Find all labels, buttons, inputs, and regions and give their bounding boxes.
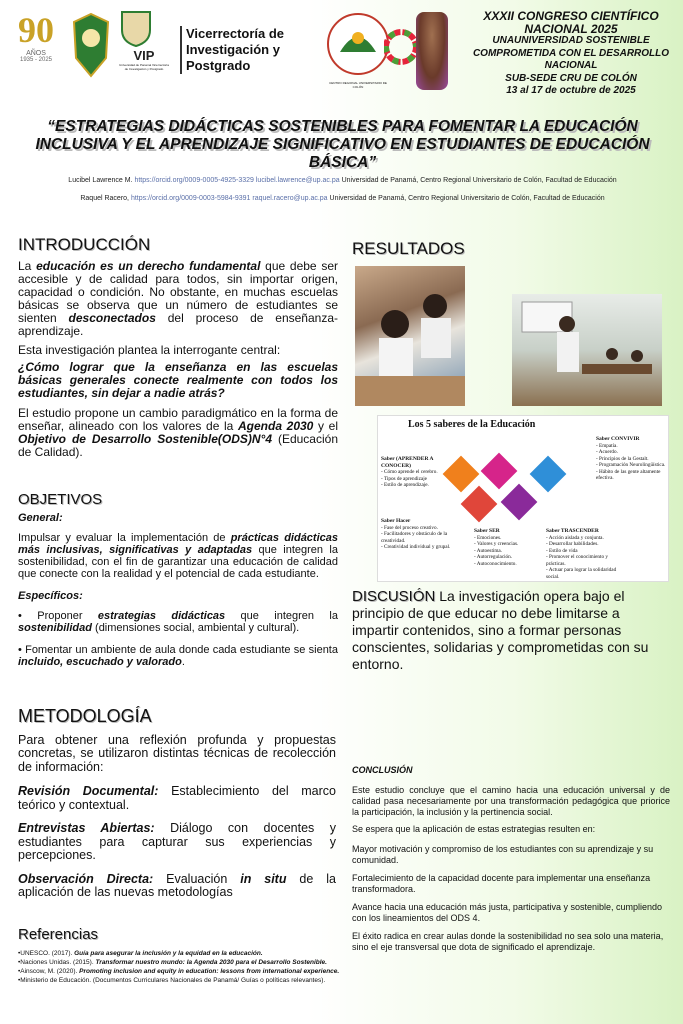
saber-trascender-head: Saber TRASCENDER: [546, 528, 599, 534]
saber-convivir-item: - Hábito de las gente altamente efectiva.: [596, 468, 661, 481]
logo-row: [8, 8, 448, 88]
intro-heading: INTRODUCCIÓN: [18, 235, 151, 254]
ref1-b: Guía para asegurar la inclusión y la equidad en la educación.: [74, 950, 263, 957]
reference-item: •Ministerio de Educación. (Documentos Curriculares Nacionales de Panamá/ Guías o políticas relevantes).: [18, 977, 326, 984]
objetivo-general: [18, 532, 338, 580]
resultados-heading: RESULTADOS: [352, 239, 465, 258]
institution-name: Vicerrectoría de Investigación y Postgrado: [180, 26, 326, 74]
reference-item: •Ainscow, M. (2020). Promoting inclusion and equity in education: lessons from international experience.: [18, 968, 340, 975]
crucolon-seal-icon: [326, 12, 390, 76]
saber-trascender-item: - Desarrollar habilidades.: [546, 541, 599, 547]
conclusion-p6: El éxito radica en crear aulas donde la sostenibilidad no sea solo una materia, sino el eje transversal que dota de significado el aprendizaje.: [352, 931, 664, 952]
conclusion-p3: Mayor motivación y compromiso de los estudiantes con su aprendizaje y su comunidad.: [352, 844, 654, 865]
obj-e2-c: .: [181, 656, 185, 668]
obj-e2-b: incluido, escuchado y valorado: [18, 656, 182, 668]
anniversary-number: 90: [18, 10, 54, 50]
crucolon-seal-text: CENTRO REGIONAL UNIVERSITARIO DE COLÓN: [329, 81, 387, 89]
saber-trascender-item: - Actuar para lograr la solidaridad social.: [546, 567, 617, 580]
metodo-revision: [18, 785, 336, 812]
author1-affiliation: Universidad de Panamá, Centro Regional Universitario de Colón, Facultad de Educación: [341, 177, 617, 184]
classroom-photo-2: [512, 294, 662, 406]
intro-p1-d: desconectados: [68, 311, 156, 325]
conclusion-p4: Fortalecimiento de la capacidad docente para implementar una enseñanza transformadora.: [352, 873, 651, 894]
objetivo-especifico-2: • Fomentar un ambiente de aula donde cada estudiante se sienta incluido, escuchado y valorado.: [18, 644, 338, 668]
discusion-section: [352, 588, 670, 673]
university-seal-icon: [70, 12, 112, 78]
reference-item: •Naciones Unidas. (2015). Transformar nuestro mundo: la Agenda 2030 para el Desarrollo Sostenible.: [18, 959, 327, 966]
intro-p4-a: El estudio propone un cambio paradigmático en la forma de enseñar, alineado con los valores de la: [18, 406, 338, 433]
congress-line5: NACIONAL: [544, 60, 598, 71]
saber-trascender-item: - Promover el conocimiento y prácticas.: [546, 554, 608, 567]
saber-aprender-item: - Tipos de aprendizaje: [381, 475, 427, 482]
author2-name: Raquel Racero,: [80, 195, 129, 202]
intro-p4-e: (Educación de Calidad).: [18, 432, 338, 459]
author1-name: Lucibel Lawrence M.: [68, 177, 133, 184]
general-label: General:: [18, 512, 63, 524]
diamond-red: [461, 486, 498, 523]
obj-e1-e: (dimensiones social, ambiental y cultural).: [91, 622, 300, 634]
vip-label: VIP: [133, 48, 155, 63]
metodo-entrevistas-text: Diálogo con docentes y estudiantes para capturar sus experiencias y percepciones.: [18, 821, 336, 862]
intro-p1-a: La: [18, 259, 37, 273]
intro-p2: Esta investigación plantea la interrogante central:: [18, 343, 281, 357]
conclusion-p5: Avance hacia una educación más justa, participativa y sostenible, cumpliendo con los lineamientos del ODS 4.: [352, 902, 663, 923]
saber-convivir-item: - Programación Neurolingüística.: [596, 462, 666, 468]
conclusion-p2: Se espera que la aplicación de estas estrategias resulten en:: [352, 824, 596, 834]
conclusion-section: [352, 765, 670, 953]
saberes-title: Los 5 saberes de la Educación: [408, 419, 536, 430]
author2-link[interactable]: https://orcid.org/0009-0003-5984-9391 raquel.racero@up.ac.pa: [130, 195, 328, 202]
saber-ser: [474, 528, 544, 567]
diamond-pink: [481, 453, 518, 490]
diamond-purple: [501, 484, 538, 521]
intro-p4-b: Agenda 2030: [238, 419, 314, 433]
authors: [20, 176, 665, 204]
intro-p4-d: Objetivo de Desarrollo Sostenible(ODS)N°4: [18, 432, 273, 446]
saber-ser-item: - Valores y creencias.: [474, 541, 519, 547]
metodo-revision-label: Revisión Documental:: [18, 784, 159, 798]
intro-p4: [18, 407, 338, 459]
classroom-photo-1: [355, 266, 465, 406]
conclusion-p1: Este estudio concluye que el camino hacia una educación universal y de calidad pasa necesariamente por una transformación pedagógica que priorice la participación, la inclusión y la pertinencia social.: [352, 785, 670, 817]
saber-convivir: [596, 436, 666, 482]
saber-convivir-item: - Principios de la Gestalt.: [596, 455, 649, 462]
obj-e1-b: estrategias didácticas: [97, 610, 226, 622]
saber-ser-item: - Autoconocimiento.: [474, 560, 517, 567]
congress-line2: NACIONAL 2025: [524, 21, 618, 36]
saber-hacer-item: - Facilitadores y obstáculo de la creatividad.: [381, 531, 448, 544]
saber-aprender: [381, 456, 451, 489]
referencias-section: [18, 928, 348, 985]
congress-line7: 13 al 17 de octubre de 2025: [506, 85, 636, 96]
congress-line3: UNAUNIVERSIDAD SOSTENIBLE: [492, 35, 650, 46]
poster-title: “ESTRATEGIAS DIDÁCTICAS SOSTENIBLES PARA FOMENTAR LA EDUCACIÓN INCLUSIVA Y EL APRENDIZAJE SIGNIFICATIVO EN ESTUDIANTES DE EDUCACIÓN BÁSICA”: [35, 118, 650, 171]
crucolon-seal: [326, 12, 390, 89]
obj-e1-c: que integren la: [225, 610, 338, 622]
metodo-observacion-b: in situ: [240, 871, 287, 886]
congress-line4: COMPROMETIDA CON EL DESARROLLO: [472, 47, 670, 59]
intro-p1-b: educación es un derecho fundamental: [36, 259, 261, 273]
saber-ser-item: - Emociones.: [474, 534, 502, 541]
saber-aprender-item: - Cómo aprende el cerebro.: [381, 469, 438, 475]
objetivo-general-c: que integren la sostenibilidad, con el fin de garantizar una educación de calidad que conecte con la realidad y el potencial de cada estudiante.: [18, 544, 338, 580]
metodo-observacion: [18, 873, 336, 900]
metodo-revision-text: Establecimiento del marco teórico y contextual.: [18, 784, 336, 812]
anniversary-years: 1935 - 2025: [19, 57, 53, 63]
metodo-entrevistas-label: Entrevistas Abiertas:: [18, 821, 155, 835]
discusion-text: La investigación opera bajo el principio de que educar no debe limitarse a impartir contenidos, sino a formar personas conscientes, solidarias y comprometidas con su entorno.: [352, 588, 649, 672]
metodo-entrevistas: [18, 822, 336, 863]
saber-hacer-item: - Fase del proceso creativo.: [381, 524, 438, 531]
metodologia-heading: METODOLOGÍA: [18, 706, 152, 726]
congress-line1: XXXII CONGRESO CIENTÍFICO: [483, 9, 659, 23]
objetivo-general-a: Impulsar y evaluar la implementación de: [18, 532, 231, 544]
intro-p1-e: del proceso de enseñanza-aprendizaje.: [18, 311, 338, 338]
intro-section: [18, 235, 339, 459]
saber-convivir-item: - Acuerdo.: [596, 449, 618, 455]
saber-ser-head: Saber SER: [474, 528, 500, 534]
metodo-observacion-label: Observación Directa:: [18, 871, 154, 886]
intro-p1: [18, 260, 338, 338]
obj-e2-a: Fomentar un ambiente de aula donde cada estudiante se sienta: [25, 644, 338, 656]
ref2-a: Naciones Unidas. (2015).: [20, 959, 96, 966]
anniversary-logo: [8, 10, 64, 82]
referencias-heading: Referencias: [18, 926, 99, 943]
discusion-heading: DISCUSIÓN: [352, 588, 436, 605]
saber-trascender-item: - Acción aislada y conjunta.: [546, 534, 604, 541]
intro-p4-c: y el: [313, 419, 338, 433]
classroom-photo-icon: [512, 294, 662, 406]
metodologia-section: [18, 706, 336, 900]
intro-question: ¿Cómo lograr que la enseñanza en las escuelas básicas generales conecte realmente con todos los estudiantes, sin dejar a nadie atrás?: [18, 360, 338, 400]
objetivos-heading: OBJETIVOS: [18, 491, 103, 508]
ref3-b: Promoting inclusion and equity in education: lessons from international experience.: [79, 968, 340, 975]
presenter-portrait: [416, 12, 448, 90]
metodo-observacion-a: Evaluación: [153, 871, 241, 886]
saber-aprender-item: - Estilo de aprendizaje.: [381, 482, 429, 488]
saber-hacer-item: - Creatividad individual y grupal.: [381, 544, 451, 550]
saber-ser-item: - Autorregulación.: [474, 554, 513, 560]
vip-sub: Universidad de Panamá Vicerrectoría de Investigación y Postgrado: [119, 63, 169, 71]
saber-hacer: [381, 518, 461, 551]
author2-affiliation: Universidad de Panamá, Centro Regional Universitario de Colón, Facultad de Educación: [329, 195, 605, 202]
ref3-a: Ainscow, M. (2020).: [20, 968, 80, 975]
crest-icon: [118, 8, 154, 48]
sdg-wheel-icon: [384, 14, 418, 80]
metodologia-intro: Para obtener una reflexión profunda y propuestas concretas, se utilizaron distintas técnicas de recolección de información:: [18, 732, 336, 774]
objetivos-section: [18, 491, 338, 668]
ref4-a: Ministerio de Educación. (Documentos Curriculares Nacionales de Panamá/ Guías o políticas relevantes).: [20, 977, 326, 984]
saber-aprender-head: Saber (APRENDER A CONOCER): [381, 456, 434, 469]
obj-e1-a: Proponer: [37, 610, 98, 622]
vip-logo: [118, 48, 170, 71]
objetivo-especifico-1: • Proponer estrategias didácticas que integren la sostenibilidad (dimensiones social, ambiental y cultural).: [18, 610, 338, 634]
intro-p1-c: que debe ser accesible y de calidad para todos, sin importar origen, capacidad o condición. No obstante, en muchas escuelas básicas se observa que un número de estudiantes se sienten: [18, 259, 339, 325]
saber-hacer-head: Saber Hacer: [381, 518, 411, 524]
saber-ser-item: - Autoestima.: [474, 547, 502, 554]
especificos-label: Específicos:: [18, 590, 83, 602]
conclusion-heading: CONCLUSIÓN: [352, 765, 413, 775]
congress-info: [466, 10, 676, 98]
saber-trascender-item: - Estilo de vida: [546, 547, 578, 554]
ref2-b: Transformar nuestro mundo: la Agenda 2030 para el Desarrollo Sostenible.: [95, 959, 327, 966]
saber-trascender: [546, 528, 626, 580]
objetivo-general-b: prácticas didácticas más inclusivas, significativas y adaptadas: [18, 532, 338, 556]
saber-convivir-item: - Empatía.: [596, 442, 618, 449]
resultados-section: [352, 239, 652, 258]
students-photo-icon: [355, 266, 465, 406]
author1-link[interactable]: https://orcid.org/0009-0005-4925-3329 lucibel.lawrence@up.ac.pa: [134, 177, 340, 184]
congress-line6: SUB-SEDE CRU DE COLÓN: [505, 72, 637, 84]
ref1-a: UNESCO. (2017).: [20, 950, 75, 957]
anniversary-label: AÑOS: [26, 50, 46, 57]
diamond-blue: [530, 456, 567, 493]
obj-e1-d: sostenibilidad: [18, 622, 92, 634]
five-knowledges-diagram: [377, 415, 669, 582]
saber-convivir-head: Saber CONVIVIR: [596, 436, 640, 442]
metodo-observacion-c: de la aplicación de las nuevas metodologías: [18, 871, 336, 899]
reference-item: •UNESCO. (2017). Guía para asegurar la inclusión y la equidad en la educación.: [18, 950, 263, 957]
